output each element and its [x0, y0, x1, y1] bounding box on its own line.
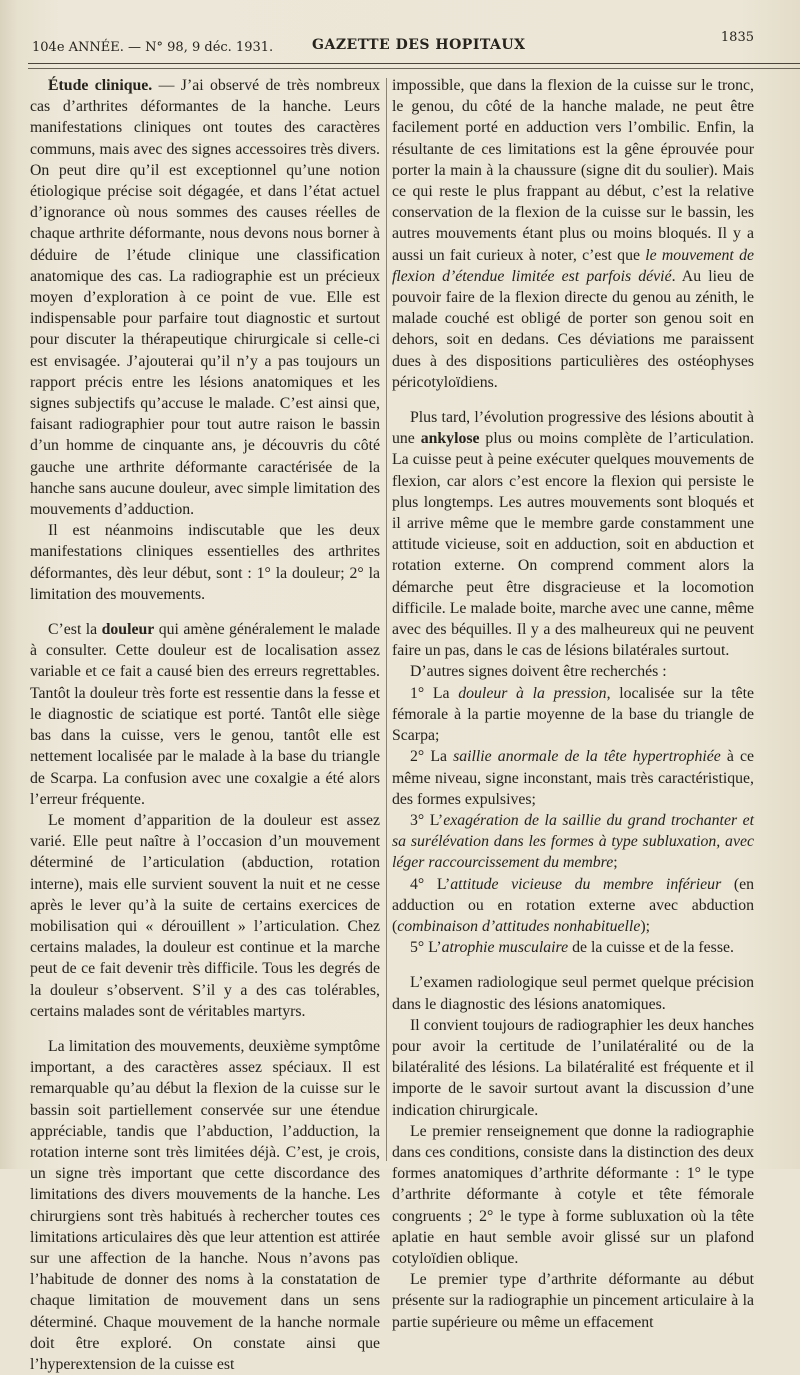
paragraph	[392, 683, 754, 747]
column-divider	[386, 78, 387, 1161]
paragraph	[392, 661, 754, 682]
paragraph	[30, 75, 380, 520]
text-run: 1° La	[410, 684, 459, 702]
header-rule-thin	[28, 68, 800, 69]
paragraph	[30, 1036, 380, 1375]
text-run: 3° L’	[410, 811, 444, 829]
paragraph	[30, 810, 380, 1022]
italic-text: douleur à la pression	[458, 684, 607, 702]
text-run: );	[640, 917, 650, 935]
paragraph	[392, 972, 754, 1014]
right-column	[392, 75, 754, 1333]
paragraph	[392, 1269, 754, 1333]
paragraph	[392, 75, 754, 393]
text-run: Le moment d’apparition de la douleur est assez varié. Elle peut naître à l’occasion d’un mouvement déterminé de l’articulation (abduction, rotation interne), mais elle survient souvent la nuit et ne cesse après le lever qu’à la suite de certains exercices de mobilisation qui « dérouillent » l’articulation. Chez certains malades, la douleur est continue et la marche peut de ce fait devenir très difficile. Tous les degrés de la douleur s’observent. S’il y a des cas tolérables, certains malades sont de véritables martyrs.	[30, 811, 380, 1020]
bold-text: Étude clinique.	[48, 77, 153, 94]
text-run: L’examen radiologique seul permet quelque précision dans le diagnostic des lésions anatomiques.	[392, 974, 754, 1013]
text-run: impossible, que dans la flexion de la cuisse sur le tronc, le genou, du côté de la hanche malade, ne peut être facilement porté en adduction vers l’ombilic. Enfin, la résultante de ces limitations est la gêne éprouvée pour porter la main à la chaussure (signe dit du soulier). Mais ce qui reste le plus frappant au début, c’est la relative conservation de la flexion de la cuisse sur le bassin, les autres mouvements étant plus ou moins bloqués. Il y a aussi un fait curieux à noter, c’est que	[392, 77, 754, 264]
page-header	[22, 30, 754, 56]
header-rule	[28, 63, 800, 64]
paragraph	[392, 407, 754, 661]
italic-text: exagération de la saillie du grand trochanter et sa surélévation dans les formes à type subluxation, avec léger raccourcissement du membre	[392, 811, 755, 872]
bold-text: ankylose	[420, 430, 480, 448]
text-run: Le premier type d’arthrite déformante au début présente sur la radiographie un pincement articulaire à la partie supérieure ou même un effacement	[392, 1271, 754, 1331]
left-column	[30, 75, 380, 1375]
paragraph	[392, 937, 754, 958]
paragraph	[392, 874, 754, 938]
paragraph	[392, 1015, 754, 1121]
page-number: 1835	[720, 30, 754, 45]
text-run: . Au lieu de pouvoir faire de la flexion directe du genou au zénith, le malade couché est obligé de porter son genou soit en dehors, soit en dedans. Ces déviations me paraissent dues à des dispositions particulières des ostéophyses péricotyloïdiens.	[392, 267, 754, 391]
italic-text: saillie anormale de la tête hypertrophiée	[453, 748, 721, 766]
paragraph	[392, 1121, 754, 1269]
italic-text: atrophie musculaire	[441, 939, 569, 957]
italic-text: attitude vicieuse du membre inférieur	[450, 875, 722, 893]
text-run: (en adduction ou en rotation externe avec abduction (	[392, 875, 754, 935]
text-run: 4° L’	[410, 875, 451, 893]
issue-info: 104e ANNÉE. — N° 98, 9 déc. 1931.	[32, 40, 274, 55]
text-run: Il convient toujours de radiographier les deux hanches pour avoir la certitude de l’unilatéralité ou de la bilatéralité des lésions. La bilatéralité est fréquente et il importe de le savoir surtout avant la discussion d’une indication chirurgicale.	[392, 1016, 754, 1119]
text-run: La limitation des mouvements, deuxième symptôme important, a des caractères assez spéciaux. Il est remarquable qu’au début la flexion de la cuisse sur le bassin soit partiellement conservée sur une étendue appréciable, tandis que l’abduction, l’adduction, la rotation interne sont très limitées déjà. C’est, je crois, un signe très important que cette discordance des limitations des divers mouvements de la hanche. Les chirurgiens sont très habitués à rechercher toutes ces limitations articulaires dès que leur attention est attirée sur une affection de la hanche. Nous n’avons pas l’habitude de donner des noms à la constatation de chaque limitation de mouvement dans un sens déterminé. Chaque mouvement de la hanche normale doit être exploré. On constate ainsi que l’hyperextension de la cuisse est	[30, 1037, 380, 1373]
text-run: ;	[613, 854, 618, 872]
paragraph	[30, 520, 380, 605]
text-run: Le premier renseignement que donne la radiographie dans ces conditions, consiste dans la distinction des deux formes anatomiques d’arthrite déformante : 1° le type d’arthrite déformante à cotyle et tête fémorale congruents ; 2° le type à forme subluxation où la tête aplatie en haut semble avoir glissé sur un plafond cotyloïdien oblique.	[392, 1122, 754, 1267]
text-run: — J’ai observé de très nombreux cas d’arthrites déformantes de la hanche. Leurs manifestations cliniques ont toutes des caractères communs, mais avec des signes accessoires très divers. On peut dire qu’il est exceptionnel qu’une notion étiologique précise soit dégagée, et dans l’état actuel d’ignorance où nous sommes des causes réelles de chaque arthrite déformante, nous devons nous borner à déduire de l’étude clinique une classification anatomique des cas. La radiographie est un précieux moyen d’exploration à ce point de vue. Elle est indispensable pour parfaire tout diagnostic et surtout pour discuter la thérapeutique chirurgicale si celle-ci est envisagée. J’ajouterai qu’il n’y a pas toujours un rapport précis entre les lésions anatomiques et les signes subjectifs qu’accuse le malade. C’est ainsi que, faisant radiographier pour tout autre raison le bassin d’un homme de cinquante ans, je découvris du côté gauche une arthrite déformante caractérisée de la hanche sans aucune douleur, avec simple limitation des mouvements d’adduction.	[30, 77, 380, 519]
text-run: 2° La	[410, 748, 454, 766]
journal-title: GAZETTE DES HOPITAUX	[312, 37, 526, 53]
text-run: plus ou moins complète de l’articulation. La cuisse peut à peine exécuter quelques mouvements de flexion, car alors c’est encore la flexion qui persiste le plus longtemps. Les autres mouvements sont bloqués et il arrive même que le membre garde constamment une attitude vicieuse, soit en adduction, soit en abduction et rotation externe. On comprend comment alors la démarche peut être disgracieuse et la locomotion difficile. Le malade boite, marche avec une canne, même avec des béquilles. Il y a des malheureux qui ne peuvent faire un pas, dans le cas de lésions bilatérales surtout.	[392, 430, 754, 660]
italic-text: le mouvement de flexion d’étendue limitée est parfois dévié	[392, 246, 754, 285]
text-run: D’autres signes doivent être recherchés :	[410, 663, 667, 681]
text-run: 5° L’	[410, 939, 442, 957]
text-run: Il est néanmoins indiscutable que les deux manifestations cliniques essentielles des arthrites déformantes, dès leur début, sont : 1° la douleur; 2° la limitation des mouvements.	[30, 522, 380, 603]
text-run: à ce même niveau, signe inconstant, mais très caractéristique, des formes expulsives;	[392, 748, 754, 808]
text-run: , localisée sur la tête fémorale à la partie moyenne de la base du triangle de Scarpa;	[392, 684, 754, 745]
text-run: de la cuisse et de la fesse.	[568, 939, 734, 957]
text-run: C’est la	[48, 621, 102, 639]
paragraph	[30, 619, 380, 810]
paragraph	[392, 810, 754, 874]
paragraph	[392, 746, 754, 810]
text-run: qui amène généralement le malade à consulter. Cette douleur est de localisation assez variable et ce fait a causé bien des erreurs regrettables. Tantôt la douleur très forte est ressentie dans la fesse et le diagnostic de sciatique est porté. Tantôt elle siège bas dans la cuisse, vers le genou, tantôt elle est nettement localisée par le malade à la base du triangle de Scarpa. La confusion avec une coxalgie a été alors l’erreur fréquente.	[30, 621, 380, 808]
italic-text: combinaison d’attitudes nonhabituelle	[397, 917, 641, 935]
bold-text: douleur	[101, 621, 155, 639]
text-run: Plus tard, l’évolution progressive des lésions aboutit à une	[392, 409, 754, 448]
